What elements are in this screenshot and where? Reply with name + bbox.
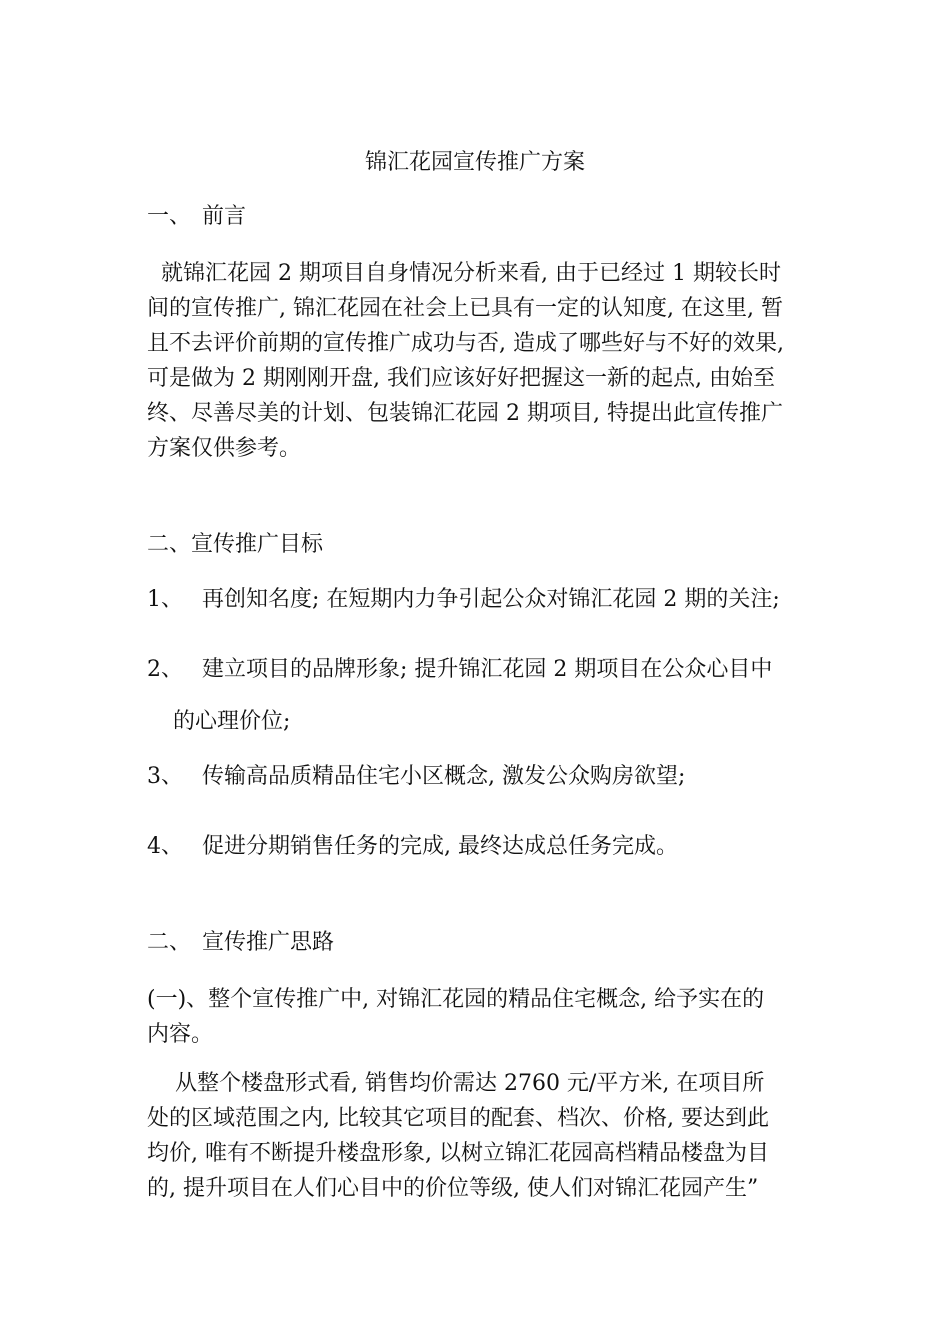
subheading-line: (一)、整个宣传推广中, 对锦汇花园的精品住宅概念, 给予实在的 — [147, 987, 765, 1012]
paragraph-line: 就锦汇花园 2 期项目自身情况分析来看, 由于已经过 1 期较长时 — [147, 261, 781, 286]
goal-item-number: 4、 — [147, 834, 183, 859]
section-3-title: 宣传推广思路 — [202, 930, 335, 955]
goal-item-4 — [147, 832, 817, 862]
section-3-paragraph — [147, 1066, 812, 1206]
paragraph-line: 终、尽善尽美的计划、包装锦汇花园 2 期项目, 特提出此宣传推广 — [147, 401, 783, 426]
paragraph-line: 间的宣传推广, 锦汇花园在社会上已具有一定的认知度, 在这里, 暂 — [147, 296, 783, 321]
section-1-number: 一、 — [147, 204, 192, 229]
paragraph-line: 可是做为 2 期刚刚开盘, 我们应该好好把握这一新的起点, 由始至 — [147, 366, 775, 391]
section-1-paragraph — [147, 256, 812, 466]
paragraph-line: 方案仅供参考。 — [147, 436, 302, 461]
section-3-heading — [147, 928, 334, 958]
goal-item-number: 3、 — [147, 764, 183, 789]
subheading-line: 内容。 — [147, 1022, 214, 1047]
goal-item-text: 建立项目的品牌形象; 提升锦汇花园 2 期项目在公众心目中 — [202, 657, 773, 682]
paragraph-line: 处的区域范围之内, 比较其它项目的配套、档次、价格, 要达到此 — [147, 1106, 769, 1131]
paragraph-line: 从整个楼盘形式看, 销售均价需达 2760 元/平方米, 在项目所 — [147, 1071, 765, 1096]
goal-item-number: 2、 — [147, 657, 183, 682]
goal-item-3 — [147, 762, 817, 792]
goal-item-text: 再创知名度; 在短期内力争引起公众对锦汇花园 2 期的关注; — [202, 587, 780, 612]
goal-item-1 — [147, 585, 817, 615]
goal-item-text: 传输高品质精品住宅小区概念, 激发公众购房欲望; — [202, 764, 686, 789]
goal-item-number: 1、 — [147, 587, 183, 612]
section-2-heading: 二、宣传推广目标 — [147, 532, 324, 557]
goal-item-2-continuation: 的心理价位; — [173, 709, 291, 734]
section-3-subheading — [147, 982, 812, 1052]
goal-item-text: 促进分期销售任务的完成, 最终达成总任务完成。 — [202, 834, 678, 859]
section-3-number: 二、 — [147, 930, 192, 955]
paragraph-line: 的, 提升项目在人们心目中的价位等级, 使人们对锦汇花园产生” — [147, 1176, 759, 1201]
paragraph-line: 且不去评价前期的宣传推广成功与否, 造成了哪些好与不好的效果, — [147, 331, 784, 356]
section-1-title: 前言 — [202, 204, 247, 229]
section-1-heading — [147, 202, 246, 232]
goal-item-2 — [147, 655, 817, 685]
paragraph-line: 均价, 唯有不断提升楼盘形象, 以树立锦汇花园高档精品楼盘为目 — [147, 1141, 769, 1166]
document-title: 锦汇花园宣传推广方案 — [364, 150, 585, 175]
